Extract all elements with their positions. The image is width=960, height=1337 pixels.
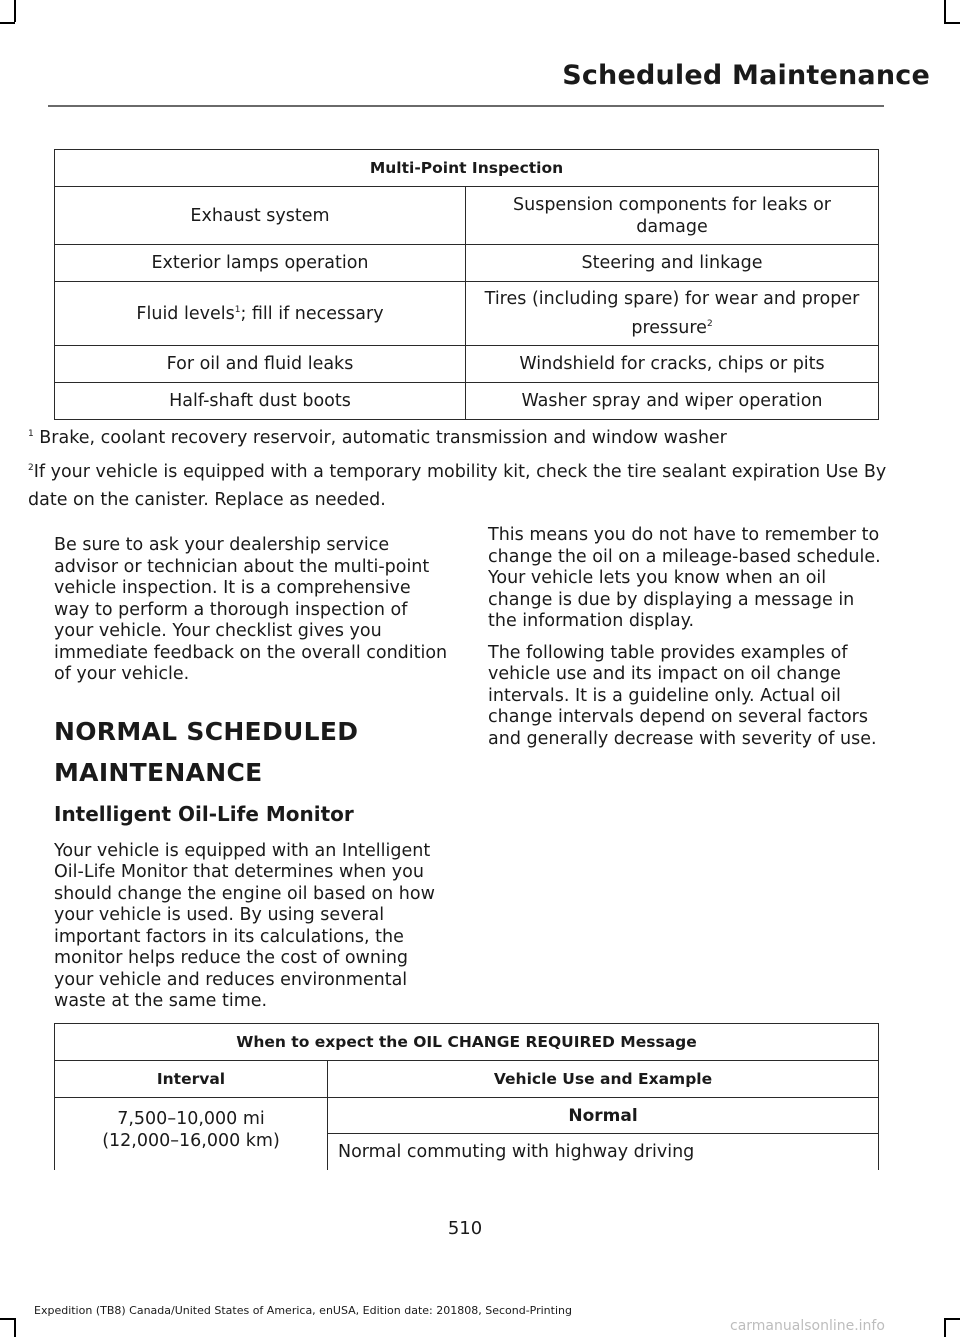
crop-mark-bottom-right-horizontal [944, 1318, 960, 1320]
crop-mark-top-right-vertical [944, 0, 946, 22]
edition-line: Expedition (TB8) Canada/United States of America, enUSA, Edition date: 201808, Second-Printing [34, 1304, 572, 1317]
section-heading-line: NORMAL SCHEDULED [54, 716, 359, 746]
footnote-1 [28, 424, 888, 452]
crop-mark-bottom-left-horizontal [0, 1318, 15, 1320]
table-cell [55, 282, 466, 346]
cell-text: ; fill if necessary [240, 303, 384, 324]
footnote-text: If your vehicle is equipped with a temporary mobility kit, check the tire sealant expiration Use By date on the canister. Replace as needed. [28, 462, 887, 510]
multi-point-inspection-table [54, 149, 879, 420]
intro-paragraph: Be sure to ask your dealership service advisor or technician about the multi-point vehicle inspection. It is a comprehensive way to perform a thorough inspection of your vehicle. Your checklist gives you immediate feedback on the overall condition of your vehicle. [54, 535, 448, 684]
body-paragraph: This means you do not have to remember to change the oil on a mileage-based schedule. Your vehicle lets you know when an oil change is due by displaying a message in the information display. [488, 525, 881, 631]
footnote-mark: 2 [28, 463, 34, 474]
title-divider [48, 105, 884, 107]
left-column [54, 535, 450, 1023]
table-cell: For oil and fluid leaks [55, 346, 466, 383]
table-row [55, 346, 879, 383]
cell-text: pressure [631, 317, 707, 338]
body-paragraph: The following table provides examples of vehicle use and its impact on oil change intervals. It is a guideline only. Actual oil change intervals depend on several factors and generally decrease with severity of use. [488, 642, 877, 749]
crop-mark-top-left-horizontal [0, 22, 15, 24]
interval-cell [55, 1098, 328, 1170]
crop-mark-top-left-vertical [14, 0, 16, 22]
crop-mark-bottom-right-vertical [944, 1318, 946, 1337]
watermark: carmanualsonline.info [730, 1318, 885, 1334]
body-paragraph: Your vehicle is equipped with an Intelligent Oil-Life Monitor that determines when you should change the engine oil based on how your vehicle is used. By using several important factors in its calculations, the monitor helps reduce the cost of owning your vehicle and reduces environmental waste at the same time. [54, 840, 435, 1011]
section-heading [54, 716, 450, 788]
interval-km: (12,000–16,000 km) [102, 1131, 280, 1151]
table-cell: Suspension components for leaks or damage [466, 187, 879, 245]
table-row [55, 383, 879, 420]
column-header-interval: Interval [55, 1061, 328, 1098]
table-row [55, 187, 879, 245]
crop-mark-bottom-left-vertical [14, 1318, 16, 1337]
table-row [55, 245, 879, 282]
table-header-row [55, 1061, 879, 1098]
table-cell: Exhaust system [55, 187, 466, 245]
table-cell [466, 282, 879, 346]
column-header-vehicle-use: Vehicle Use and Example [328, 1061, 879, 1098]
table-cell: Windshield for cracks, chips or pits [466, 346, 879, 383]
usage-category: Normal [328, 1098, 879, 1134]
footnote-text: Brake, coolant recovery reservoir, automatic transmission and window washer [33, 428, 727, 448]
table-cell: Exterior lamps operation [55, 245, 466, 282]
section-heading-line: MAINTENANCE [54, 757, 263, 787]
table-title: When to expect the OIL CHANGE REQUIRED Message [55, 1024, 879, 1061]
cell-text: Fluid levels [136, 303, 235, 324]
interval-miles: 7,500–10,000 mi [117, 1109, 265, 1129]
table-cell: Half-shaft dust boots [55, 383, 466, 420]
oil-change-table [54, 1023, 879, 1170]
table-title: Multi-Point Inspection [55, 150, 879, 187]
crop-mark-top-right-horizontal [944, 22, 960, 24]
table-cell: Washer spray and wiper operation [466, 383, 879, 420]
table-row [55, 282, 879, 346]
footnote-ref: 2 [706, 318, 713, 329]
page-number: 510 [447, 1218, 483, 1239]
table-row [55, 1098, 879, 1134]
footnote-mark: 1 [28, 429, 34, 440]
subsection-heading: Intelligent Oil-Life Monitor [54, 801, 354, 826]
page-title: Scheduled Maintenance [562, 60, 930, 91]
cell-text: Tires (including spare) for wear and proper [484, 288, 860, 309]
table-cell: Steering and linkage [466, 245, 879, 282]
footnote-ref: 1 [234, 304, 241, 315]
footnote-2 [28, 458, 888, 514]
usage-example: Normal commuting with highway driving [328, 1134, 879, 1170]
right-column [488, 525, 884, 760]
